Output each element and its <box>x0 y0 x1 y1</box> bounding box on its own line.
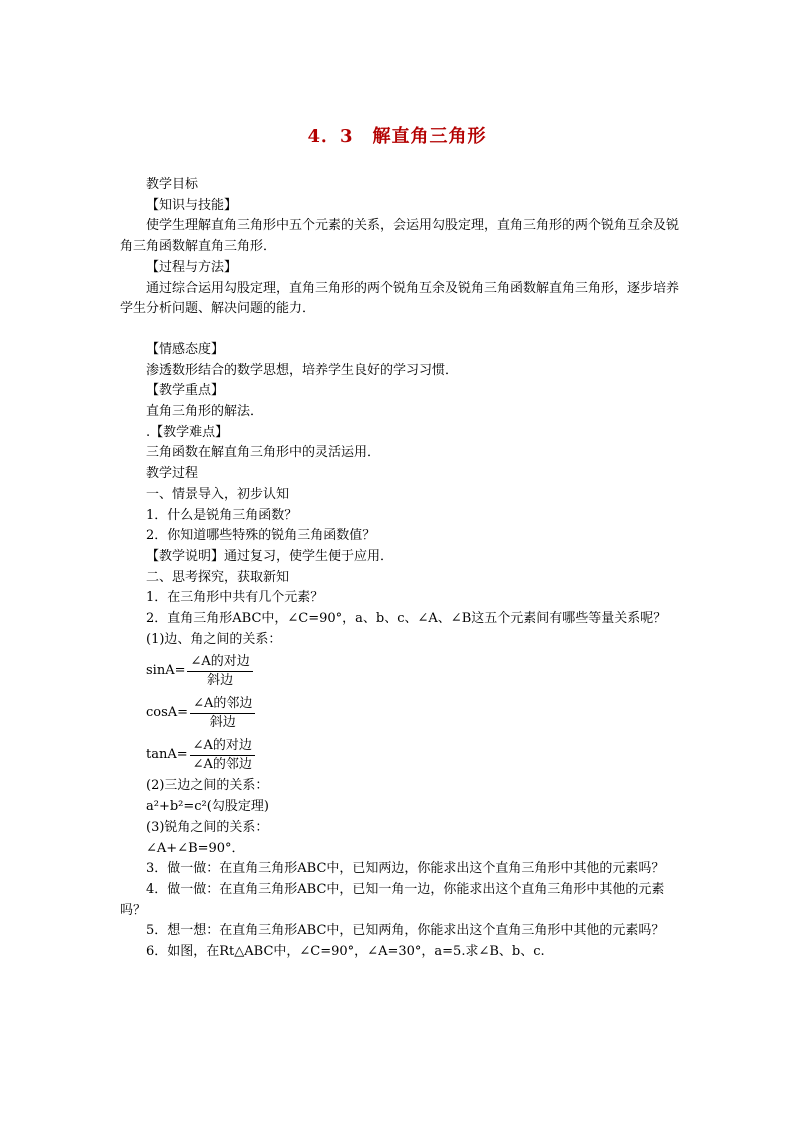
page-title: 4．3 解直角三角形 <box>307 126 487 147</box>
difficulty-heading: .【教学难点】 <box>146 424 229 440</box>
lesson-body <box>120 175 680 963</box>
section-1-heading: 一、情景导入，初步认知 <box>146 486 290 502</box>
process-heading: 【过程与方法】 <box>146 259 238 275</box>
sine-numerator: ∠A的对边 <box>187 653 252 672</box>
sine-fraction <box>187 653 252 690</box>
explore-6: 6．如图，在Rt△ABC中，∠C=90°，∠A=30°，a=5.求∠B、b、c. <box>146 944 545 960</box>
sine-lhs: sinA= <box>146 663 186 679</box>
tangent-denominator: ∠A的邻边 <box>192 756 252 772</box>
relation-1-heading: (1)边、角之间的关系： <box>146 631 282 647</box>
cosine-formula <box>120 692 680 734</box>
angle-sum-formula: ∠A+∠B=90°． <box>146 840 245 856</box>
key-text: 直角三角形的解法． <box>146 404 264 420</box>
relation-3-heading: (3)锐角之间的关系： <box>146 819 269 835</box>
tangent-fraction <box>190 737 255 774</box>
explore-5: 5．想一想：在直角三角形ABC中，已知两角，你能求出这个直角三角形中其他的元素吗？ <box>146 923 665 939</box>
cosine-numerator: ∠A的邻边 <box>190 695 255 714</box>
pythagoras-formula: a²+b²=c²(勾股定理) <box>146 799 269 815</box>
tangent-lhs: tanA= <box>146 747 188 763</box>
section-2-heading: 二、思考探究，获取新知 <box>146 569 290 585</box>
emotion-heading: 【情感态度】 <box>146 341 225 357</box>
emotion-text: 渗透数形结合的数学思想，培养学生良好的学习习惯． <box>146 362 459 378</box>
knowledge-heading: 【知识与技能】 <box>146 197 238 213</box>
relation-2-heading: (2)三边之间的关系： <box>146 778 269 794</box>
explore-4: 4．做一做：在直角三角形ABC中，已知一角一边，你能求出这个直角三角形中其他的元素吗？ <box>120 881 665 918</box>
teaching-note: 【教学说明】通过复习，使学生便于应用． <box>146 548 394 564</box>
cosine-denominator: 斜边 <box>209 714 236 730</box>
spacer <box>120 320 680 340</box>
key-heading: 【教学重点】 <box>146 383 225 399</box>
cosine-lhs: cosA= <box>146 705 189 721</box>
sine-formula <box>120 650 680 692</box>
sine-denominator: 斜边 <box>207 672 234 688</box>
question-1: 1．什么是锐角三角函数？ <box>146 507 298 523</box>
knowledge-text: 使学生理解直角三角形中五个元素的关系，会运用勾股定理，直角三角形的两个锐角互余及锐角三角函数解直角三角形． <box>120 218 680 255</box>
difficulty-text: 三角函数在解直角三角形中的灵活运用． <box>146 445 381 461</box>
objectives-heading: 教学目标 <box>146 177 199 192</box>
explore-1: 1．在三角形中共有几个元素？ <box>146 590 324 606</box>
procedure-heading: 教学过程 <box>146 466 199 482</box>
explore-3: 3．做一做：在直角三角形ABC中，已知两边，你能求出这个直角三角形中其他的元素吗？ <box>146 861 665 877</box>
process-text: 通过综合运用勾股定理，直角三角形的两个锐角互余及锐角三角函数解直角三角形，逐步培养学生分析问题、解决问题的能力． <box>120 280 680 317</box>
tangent-formula <box>120 734 680 776</box>
explore-2: 2．直角三角形ABC中，∠C=90°，a、b、c、∠A、∠B这五个元素间有哪些等量关系呢？ <box>146 611 667 627</box>
tangent-numerator: ∠A的对边 <box>190 737 255 756</box>
cosine-fraction <box>190 695 255 732</box>
question-2: 2．你知道哪些特殊的锐角三角函数值？ <box>146 528 376 544</box>
